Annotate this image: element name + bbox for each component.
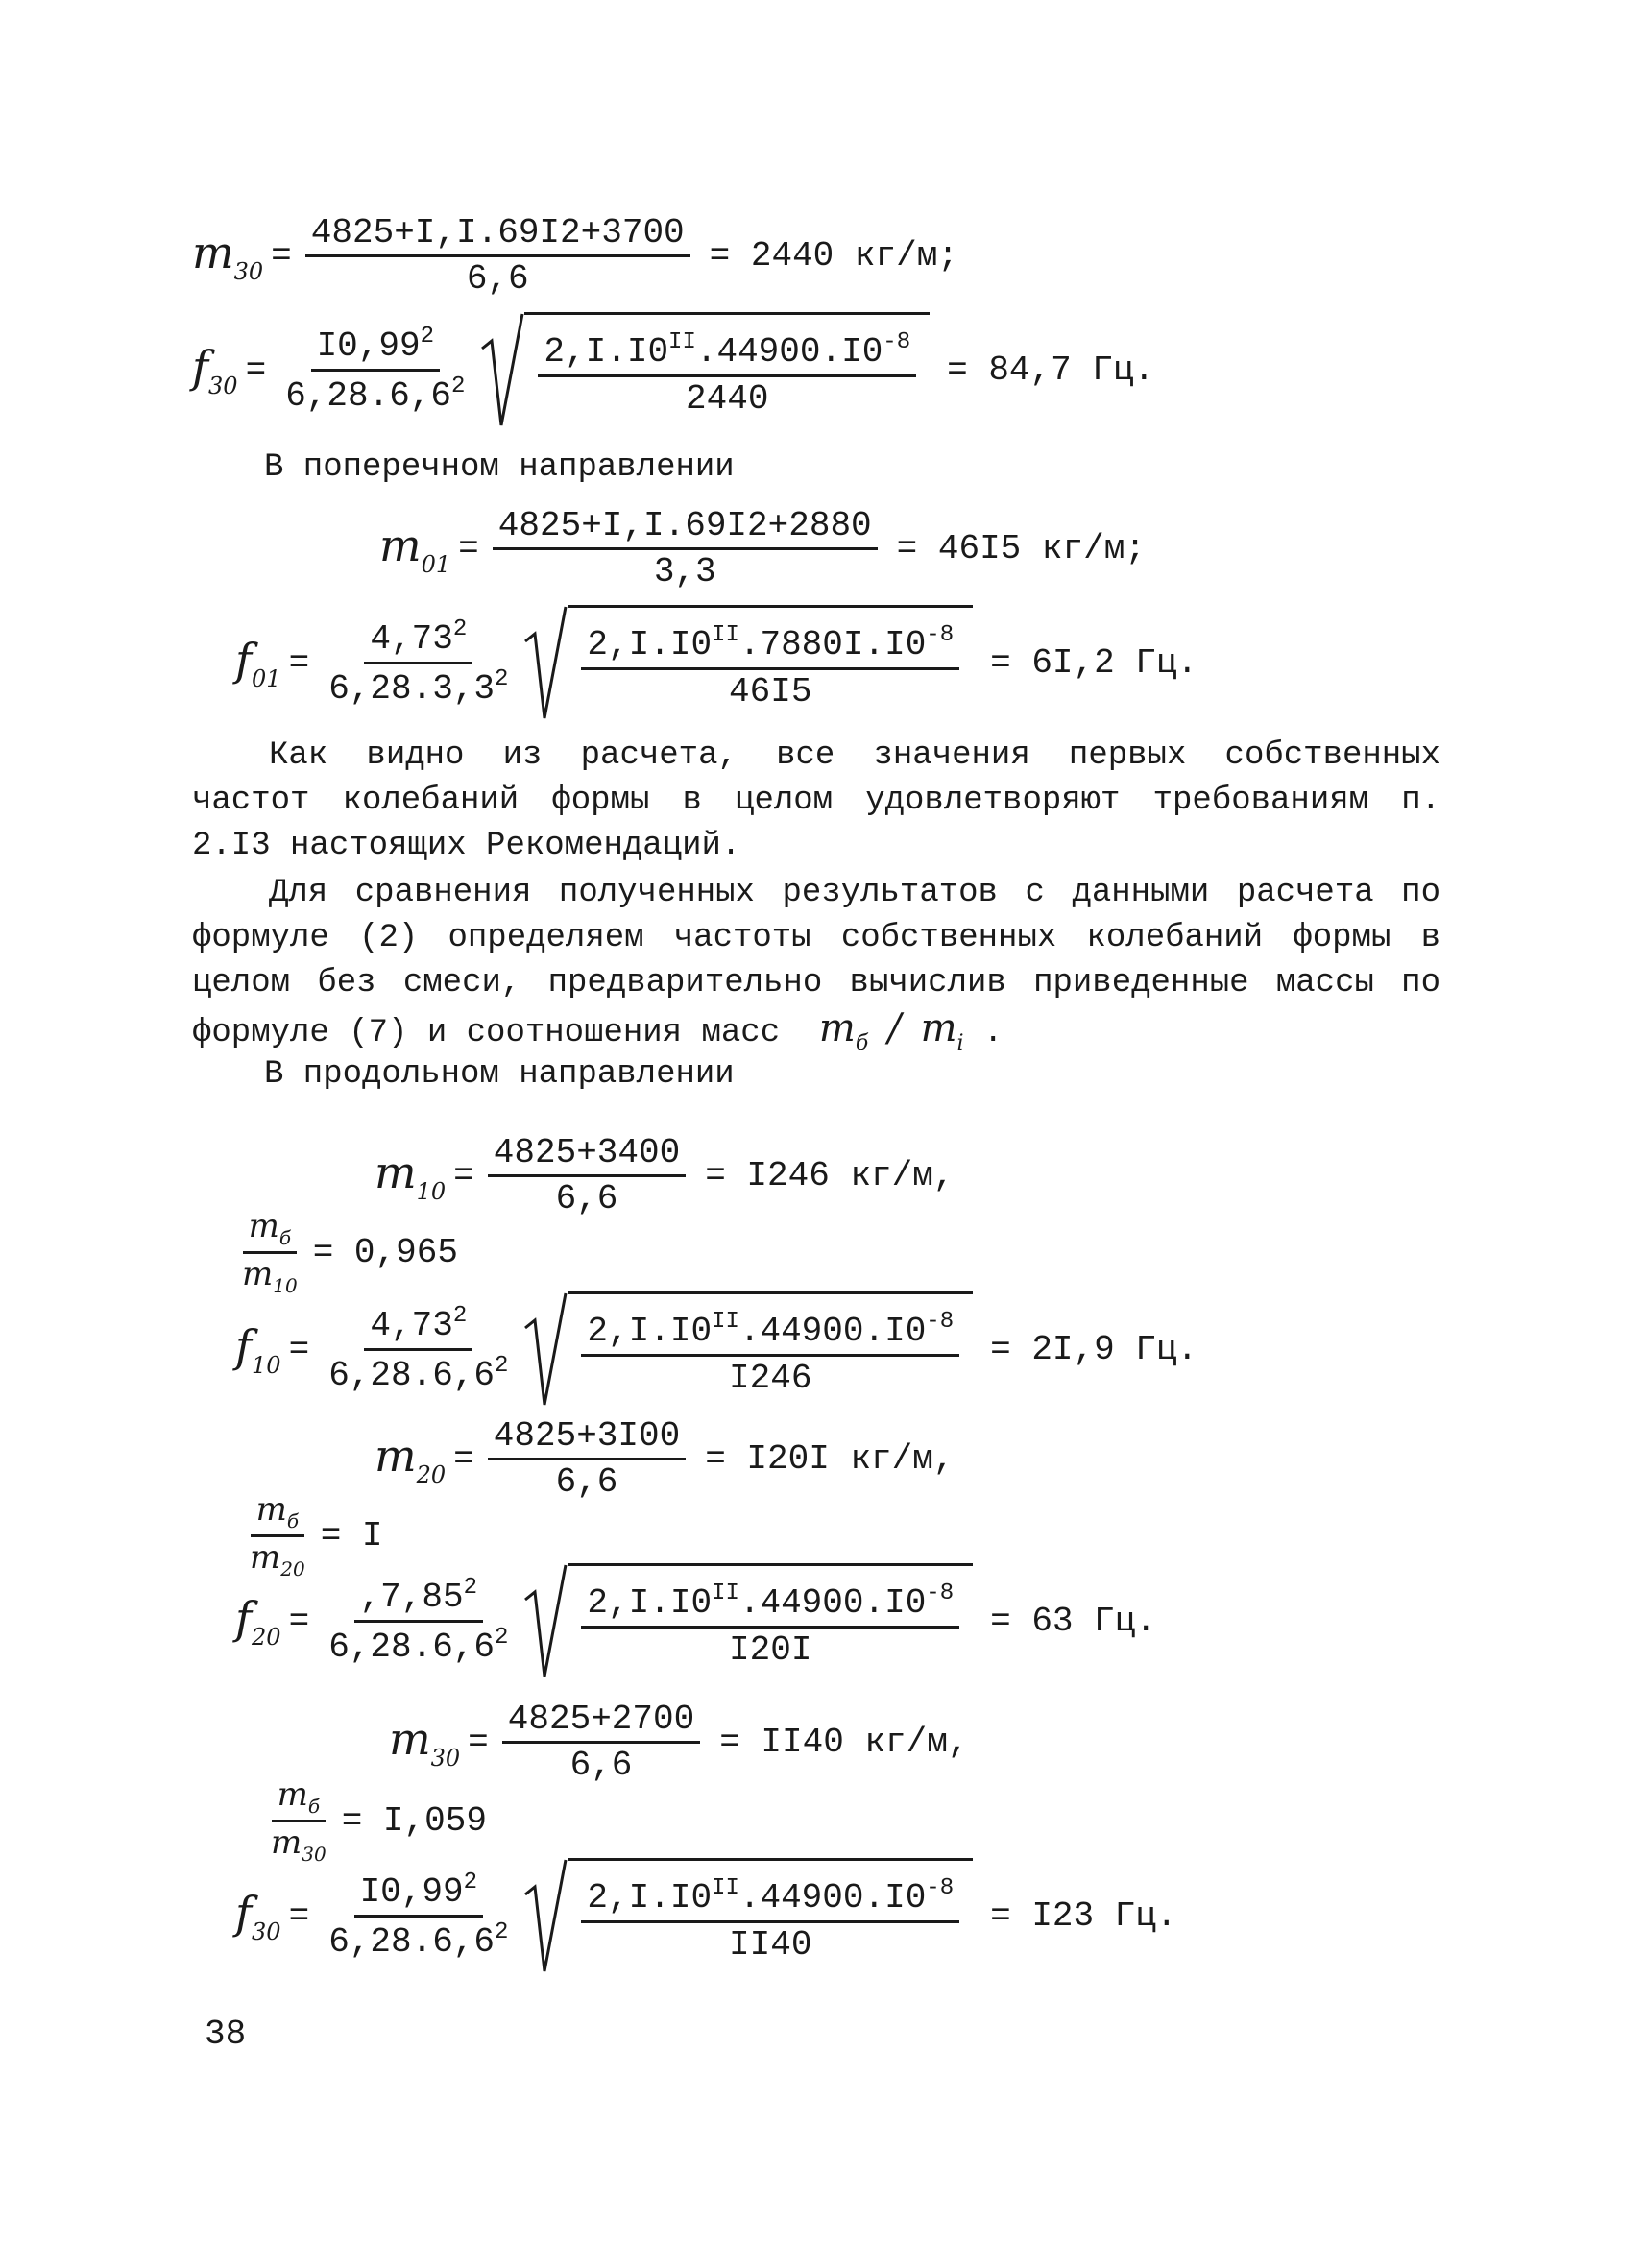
result: = 2I,9 Гц. — [990, 1329, 1198, 1369]
equation-ratio10 — [230, 1208, 458, 1297]
result: = 0,965 — [312, 1232, 458, 1272]
page-number: 38 — [205, 2015, 247, 2054]
lhs: $f_{20}$ — [235, 1591, 281, 1651]
fraction: $\frac{,7,85^2}{6,28.6,6^2}$ — [328, 1575, 509, 1667]
lhs: $f_{01}$ — [235, 633, 281, 692]
radical: $\frac{2,I.I0^{II}.44900.I0^{-8}}{2440}$ — [480, 312, 930, 427]
fraction: $\frac{4825+I,I.69I2+3700}{6,6}$ — [305, 213, 690, 300]
result: = 46I5 кг/м; — [896, 529, 1146, 569]
lhs: $m_{20}$ — [375, 1430, 447, 1489]
result: = I246 кг/м, — [705, 1156, 955, 1196]
fraction: $\frac{4825+3I00}{6,6}$ — [488, 1416, 686, 1503]
equation-m20: $m_{20}$ = $\frac{4825+3I00}{6,6}$ = I20I кг/м, — [375, 1416, 955, 1503]
lhs: $m_{30}$ — [192, 227, 264, 286]
equation-m10: $m_{10}$ = $\frac{4825+3400}{6,6}$ = I246 кг/м, — [375, 1133, 955, 1219]
radical-sign-icon — [523, 1563, 568, 1678]
fraction: $\frac{I0,99^2}{6,28.6,6^2}$ — [285, 324, 466, 416]
equation-f01: $f_{01}$ = $\frac{4,73^2}{6,28.3,3^2}$ $\frac{2,I.I0^{II}.7880I.I0^{-8}}{46I5}$ = 6I,2 Гц. — [235, 605, 1197, 720]
result: = 63 Гц. — [990, 1601, 1156, 1641]
result: = I — [320, 1515, 383, 1556]
result: = II40 кг/м, — [719, 1723, 969, 1763]
paragraph-comparison: Для сравнения полученных результатов с данными расчета по формуле (2) определяем частоты собственных колебаний формы в целом без смеси, предварительно вычислив приведенные массы по формуле (7) и соотношения масс $m_б / m_i$ . — [192, 875, 1440, 1055]
radical: $\frac{2,I.I0^{II}.7880I.I0^{-8}}{46I5}$ — [523, 605, 973, 720]
radical-sign-icon — [523, 605, 568, 720]
heading-transverse: В поперечном направлении — [264, 449, 735, 486]
equation-f30-second: $f_{30}$ = $\frac{I0,99^2}{6,28.6,6^2}$ $\frac{2,I.I0^{II}.44900.I0^{-8}}{II40}$ = I23 Гц. — [235, 1858, 1177, 1973]
lhs: $f_{30}$ — [192, 340, 238, 399]
lhs: $f_{30}$ — [235, 1886, 281, 1945]
fraction: $\frac{I0,99^2}{6,28.6,6^2}$ — [328, 1870, 509, 1962]
radical-sign-icon — [523, 1858, 568, 1973]
equation-m01: $m_{01}$ = $\frac{4825+I,I.69I2+2880}{3,3}$ = 46I5 кг/м; — [379, 506, 1146, 592]
result: = 6I,2 Гц. — [990, 642, 1198, 683]
radical: $\frac{2,I.I0^{II}.44900.I0^{-8}}{II40}$ — [523, 1858, 973, 1973]
radical: $\frac{2,I.I0^{II}.44900.I0^{-8}}{I20I}$ — [523, 1563, 973, 1678]
mass-ratio: $\frac{m_б}{m_{10}}$ — [242, 1207, 298, 1297]
equation-m30-second: $m_{30}$ = $\frac{4825+2700}{6,6}$ = II40 кг/м, — [389, 1700, 969, 1786]
fraction: $\frac{4825+2700}{6,6}$ — [502, 1700, 700, 1786]
paragraph-conclusion: Как видно из расчета, все значения первых собственных частот колебаний формы в целом удовлетворяют требованиям п. 2.I3 настоящих Рекомендаций. — [192, 737, 1440, 864]
fraction: $\frac{4825+3400}{6,6}$ — [488, 1133, 686, 1219]
result: = I,059 — [341, 1800, 487, 1841]
result: = 2440 кг/м; — [709, 236, 958, 277]
mass-ratio: $\frac{m_б}{m_{20}}$ — [250, 1490, 305, 1580]
equation-f20: $f_{20}$ = $\frac{,7,85^2}{6,28.6,6^2}$ $\frac{2,I.I0^{II}.44900.I0^{-8}}{I20I}$ = 63 Гц. — [235, 1563, 1156, 1678]
equation-ratio30 — [259, 1776, 487, 1866]
fraction: $\frac{4,73^2}{6,28.6,6^2}$ — [328, 1303, 509, 1395]
fraction: $\frac{4,73^2}{6,28.3,3^2}$ — [328, 616, 509, 709]
radical-sign-icon — [523, 1291, 568, 1407]
equation-m30-first: $m_{30}$ = $\frac{4825+I,I.69I2+3700}{6,6}$ = 2440 кг/м; — [192, 213, 958, 300]
mass-ratio: $\frac{m_б}{m_{30}}$ — [271, 1775, 327, 1866]
radical-sign-icon — [480, 312, 524, 427]
lhs: $m_{30}$ — [389, 1713, 461, 1773]
equation-f10: $f_{10}$ = $\frac{4,73^2}{6,28.6,6^2}$ $\frac{2,I.I0^{II}.44900.I0^{-8}}{I246}$ = 2I,9 Гц. — [235, 1291, 1197, 1407]
result: = I20I кг/м, — [705, 1439, 955, 1480]
lhs: $f_{10}$ — [235, 1319, 281, 1379]
radical: $\frac{2,I.I0^{II}.44900.I0^{-8}}{I246}$ — [523, 1291, 973, 1407]
equation-f30-first: $f_{30}$ = $\frac{I0,99^2}{6,28.6,6^2}$ $\frac{2,I.I0^{II}.44900.I0^{-8}}{2440}$ = 84,7 Гц. — [192, 312, 1154, 427]
result: = 84,7 Гц. — [947, 350, 1155, 390]
result: = I23 Гц. — [990, 1895, 1177, 1936]
lhs: $m_{10}$ — [375, 1146, 447, 1206]
lhs: $m_{01}$ — [379, 519, 451, 579]
fraction: $\frac{4825+I,I.69I2+2880}{3,3}$ — [493, 506, 878, 592]
heading-longitudinal: В продольном направлении — [264, 1056, 735, 1093]
